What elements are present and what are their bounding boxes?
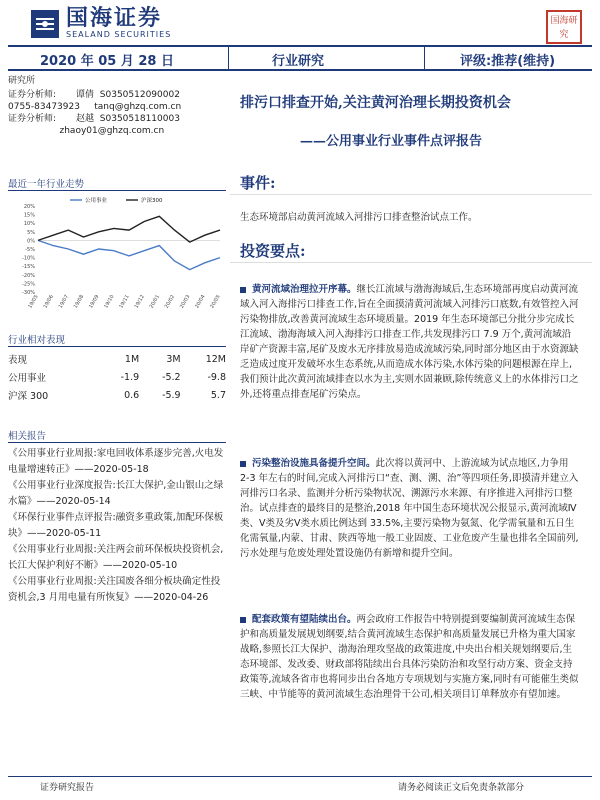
x-tick-label: 19/08 [72,294,86,310]
y-tick-label: -20% [22,272,35,279]
related-report-link[interactable]: 《公用事业行业深度报告:长江大保护,金山银山之绿水篇》——2020-05-14 [8,480,224,507]
divider [424,47,425,69]
point-paragraph [240,282,580,402]
report-subhead: ——公用事业行业事件点评报告 [300,134,483,149]
event-heading: 事件: [240,174,276,192]
point-title: 黄河流域治理拉开序幕。 [252,284,357,295]
related-report-link[interactable]: 《环保行业事件点评报告:融资多重政策,加配环保板块》——2020-05-11 [8,512,224,539]
analyst-line: 0755-83473923 tanq@ghzq.com.cn [8,102,182,112]
sealand-logo-icon [30,9,60,39]
logo-english: SEALAND SECURITIES [66,30,172,39]
x-tick-label: 19/11 [118,294,131,310]
y-tick-label: -10% [22,255,35,262]
y-tick-label: -5% [25,247,35,253]
y-tick-label: -30% [22,290,35,296]
x-tick-label: 19/05 [27,294,40,310]
x-tick-label: 19/09 [87,294,101,310]
report-rating: 评级:推荐(维持) [460,54,556,69]
x-tick-label: 20/04 [194,294,207,310]
legend-label: 公用事业 [85,198,108,204]
event-text: 生态环境部启动黄河流域入河排污口排查整治试点工作。 [240,212,478,223]
company-logo [30,8,171,39]
footer-divider [8,776,592,777]
related-report-link[interactable]: 《公用事业行业周报:关注两会前环保板块投资机会,长江大保护利好不断》——2020-05-10 [8,544,224,571]
analyst-line: zhaoy01@ghzq.com.cn [8,126,165,136]
y-tick-label: 5% [27,229,35,236]
table-cell: 沪深 300 [8,391,49,402]
table-cell: -5.2 [162,371,181,383]
table-cell: 公用事业 [8,373,47,384]
y-tick-label: -25% [22,281,35,288]
table-cell: -5.9 [162,389,181,401]
x-tick-label: 20/03 [178,294,192,310]
divider [8,190,226,191]
analyst-line: 证券分析师: 谭倩 S0350512090002 [8,90,180,100]
y-tick-label: 0% [27,238,35,245]
trend-chart [8,194,226,310]
y-tick-label: 15% [23,212,35,219]
logo-chinese: 国海证券 [66,6,163,31]
table-cell: 0.6 [124,389,140,401]
x-tick-label: 19/12 [133,294,146,310]
y-tick-label: 10% [23,221,35,228]
trend-title: 最近一年行业走势 [8,179,85,190]
x-tick-label: 20/01 [148,294,162,310]
report-date: 2020 年 05 月 28 日 [40,54,174,69]
related-list [8,446,228,606]
x-tick-label: 20/05 [209,294,222,310]
x-tick-label: 19/10 [103,294,116,310]
point-title: 污染整治设施具备提升空间。 [252,458,376,469]
x-tick-label: 20/02 [163,294,177,310]
point-text: 继长江流域与渤海海域后,生态环境部再度启动黄河流域入河入海排污口排查工作,旨在全面摸清黄河流域入河排污口底数,有效管控入河污染物排放,改善黄河流域生态环境质量。2019 年生态环境部已分批分步完成长江流域、渤海海域入河入海排污口排查工作,共发现排污口 7.9 万个,黄河流域沿岸矿产资源丰富,尾矿及废水无序排放易造成流域污染,同时部分地区由于水资源缺乏造成过度开发破坏水生态系统,从而造成水体污染,水体污染的问题根源在岸上,我们预计此次黄河流域排查以水为主,实则水固兼顾,除传统意义上的水体排污口之外,还将重点排查尾矿污染点。 [240,284,579,400]
footer-disclaimer: 请务必阅读正文后免责条款部分 [398,783,525,793]
series-line [38,240,220,269]
analyst-heading: 研究所 [8,76,36,86]
point-text: 两会政府工作报告中特别提到要编制黄河流域生态保护和高质量发展规划纲要,结合黄河流域生态保护和高质量发展已升格为重大国家战略,参照长江大保护、渤海治理攻坚战的政策进度,中央出台相关规划纲要后,生态环境部、发改委、财政部将陆续出台具体污染防治和攻坚行动方案、资金支持政策等,流域各省市也将同步出台各地方专项规划与实施方案,同时有可能催生类似三峡、中节能等的黄河流域生态治理骨干公司,相关项目订单释放亦有望加速。 [240,614,579,700]
bullet-square-icon [240,461,246,467]
table-row [8,386,226,404]
table-cell: 表现 [8,355,28,366]
bullet-square-icon [240,617,246,623]
divider [8,442,226,443]
report-type: 行业研究 [272,54,325,69]
table-cell: 1M [124,353,140,365]
table-cell: 3M [166,353,181,365]
report-headline: 排污口排查开始,关注黄河治理长期投资机会 [240,95,511,111]
point-paragraph [240,612,580,702]
research-stamp: 国海研究 [546,10,582,44]
related-title: 相关报告 [8,431,47,442]
table-cell: -1.9 [120,371,140,383]
point-text: 此次将以黄河中、上游流域为试点地区,力争用 2-3 年左右的时间,完成入河排污口“查、测、溯、治”等四项任务,即摸清并建立入河排污口名录、监测并分析污染物状况、溯源污水来源、有序推进入河排污口整治。试点排查的最终目的是整治,2018 年中国生态环境状况公报显示,黄河流域Ⅳ类、Ⅴ类及劣Ⅴ类水质比例达到 33.5%,主要污染物为氨氮、化学需氧量和五日生化需氧量,内蒙、甘肃、陕西等地一般工业固废、工业危废产生量也排名全国前列,污水处理与危废处理处置设施仍有新增和提升空间。 [240,458,579,559]
divider [8,346,226,347]
table-cell: 12M [205,353,226,365]
analyst-line: 证券分析师: 赵越 S0350518110003 [8,114,180,124]
related-report-link[interactable]: 《公用事业行业周报:家电回收体系逐步完善,火电发电量增速转正》——2020-05-18 [8,448,224,475]
y-tick-label: 20% [23,204,35,210]
points-heading: 投资要点: [240,242,306,260]
related-report-link[interactable]: 《公用事业行业周报:关注国废各细分板块确定性投资机会,3 月用电量有所恢复》——2020-04-26 [8,576,221,603]
table-row [8,368,226,386]
legend-label: 沪深300 [141,198,163,204]
divider [230,262,592,263]
x-tick-label: 19/06 [42,294,55,310]
divider [230,194,592,195]
table-header-row [8,350,226,368]
bullet-square-icon [240,287,246,293]
point-title: 配套政策有望陆续出台。 [252,614,357,625]
footer-left: 证券研究报告 [40,783,95,793]
table-cell: -9.8 [207,371,226,383]
y-tick-label: -15% [22,264,35,271]
divider [228,47,229,69]
point-paragraph [240,456,580,561]
table-cell: 5.7 [210,389,226,401]
performance-title: 行业相对表现 [8,335,66,346]
x-tick-label: 19/07 [57,294,71,310]
series-line [38,216,220,242]
performance-table [8,350,226,404]
